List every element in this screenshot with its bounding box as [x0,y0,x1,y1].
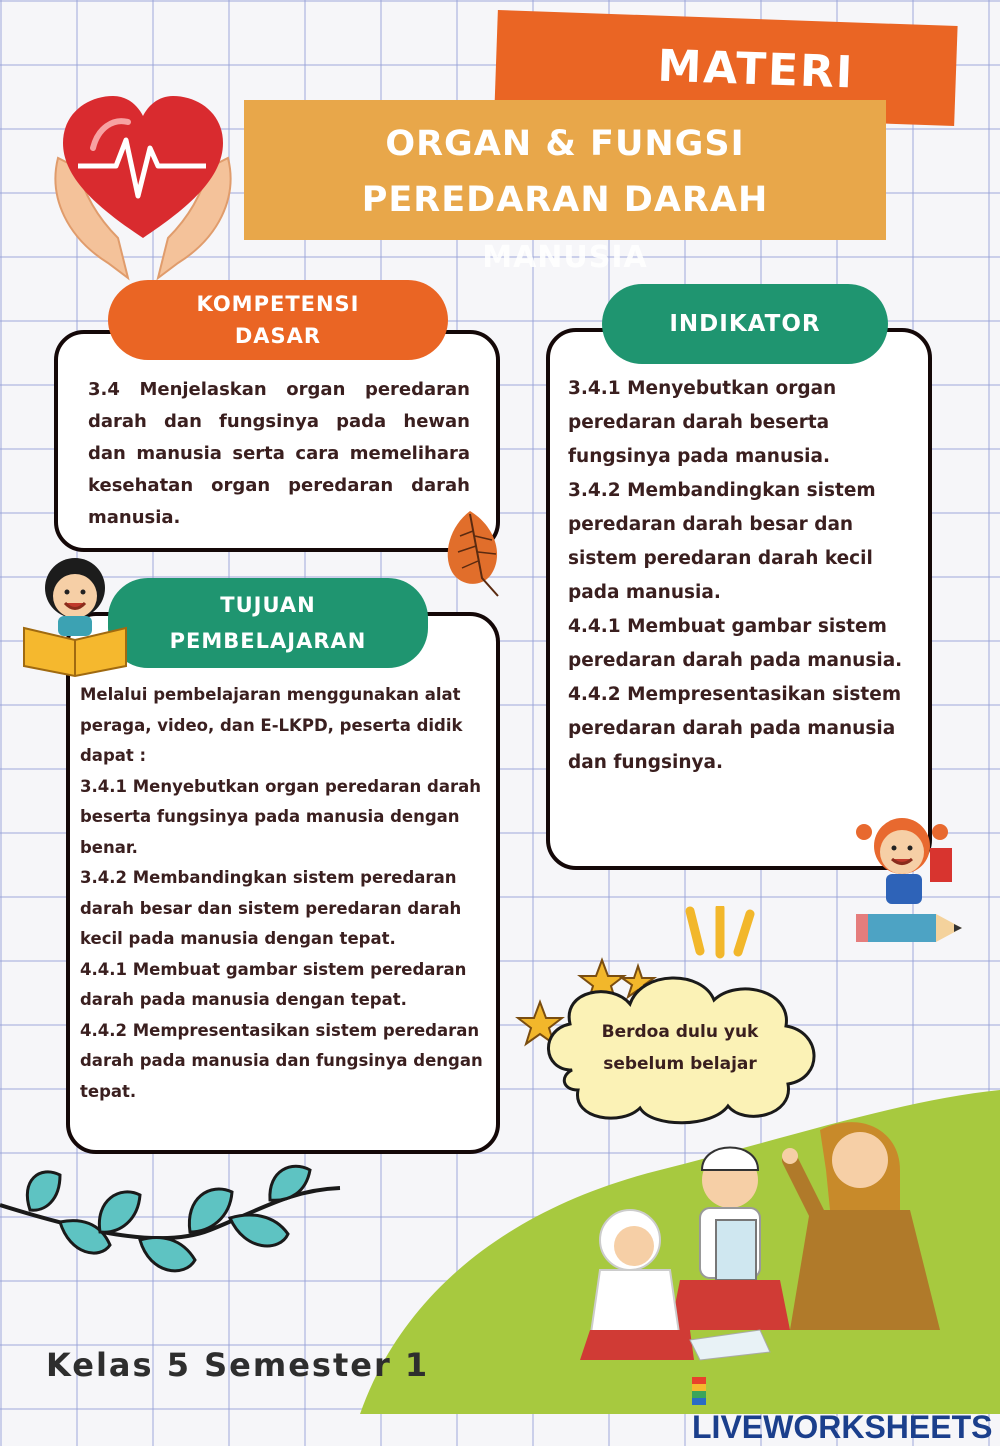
students-teacher-illustration [570,1090,970,1370]
indikator-item-4: 4.4.2 Mempresentasikan sistem peredaran darah pada manusia dan fungsinya. [568,684,902,773]
kompetensi-title-line-1: KOMPETENSI [196,292,360,316]
class-info: Kelas 5 Semester 1 [46,1346,430,1384]
tujuan-intro: Melalui pembelajaran menggunakan alat peraga, video, dan E-LKPD, peserta didik dapat : [80,685,463,765]
logo-mark-icon [692,1377,706,1405]
indikator-item-1: 3.4.1 Menyebutkan organ peredaran darah beserta fungsinya pada manusia. [568,378,837,467]
tujuan-card [66,612,500,1154]
indikator-item-3: 4.4.1 Membuat gambar sistem peredaran darah pada manusia. [568,616,903,671]
kompetensi-title-line-2: DASAR [234,324,322,348]
cloud-line-1: Berdoa dulu yuk [601,1022,759,1042]
tujuan-pill [108,578,428,668]
indikator-item-2: 3.4.2 Membandingkan sistem peredaran darah besar dan sistem peredaran darah kecil pada manusia. [568,480,876,603]
kompetensi-dasar-pill [108,280,448,360]
heart-hands-icon [38,88,248,283]
girl-on-pencil-illustration [846,796,966,952]
cloud-line-2: sebelum belajar [603,1054,757,1074]
boy-reading-illustration [20,548,130,678]
tujuan-item-1: 3.4.1 Menyebutkan organ peredaran darah beserta fungsinya pada manusia dengan benar. [80,776,481,857]
liveworksheets-logo[interactable] [692,1372,1000,1446]
tujuan-title-line-2: PEMBELAJARAN [169,629,367,653]
leaf-icon [440,506,510,598]
indikator-card [546,328,932,870]
kompetensi-dasar-card [54,330,500,552]
tujuan-title-line-1: TUJUAN [220,593,316,617]
subtitle-line-2: PEREDARAN DARAH [361,180,769,220]
subtitle-line-1: ORGAN & FUNGSI [385,124,745,164]
logo-text: LIVEWORKSHEETS [692,1409,993,1445]
indikator-list [568,372,910,780]
kompetensi-dasar-text: 3.4 Menjelaskan organ peredaran darah dan fungsinya pada hewan dan manusia serta cara memelihara kesehatan organ peredaran darah manusia. [88,379,470,528]
tujuan-item-3: 4.4.1 Membuat gambar sistem peredaran darah pada manusia dengan tepat. [80,959,467,1009]
indikator-pill [602,284,888,364]
materi-title: MATERI [656,40,856,98]
cloud-message [560,1016,800,1080]
tujuan-item-2: 3.4.2 Membandingkan sistem peredaran darah besar dan sistem peredaran darah kecil pada manusia dengan tepat. [80,868,462,948]
tujuan-list [80,680,496,1107]
sparkle-lines-decoration [680,906,770,966]
vine-branch-decoration [0,1160,360,1340]
tujuan-item-4: 4.4.2 Mempresentasikan sistem peredaran darah pada manusia dan fungsinya dengan tepat. [80,1020,483,1101]
subtitle-banner [244,100,886,240]
subtitle-line-3: MANUSIA [482,240,648,275]
indikator-title: INDIKATOR [669,311,821,337]
